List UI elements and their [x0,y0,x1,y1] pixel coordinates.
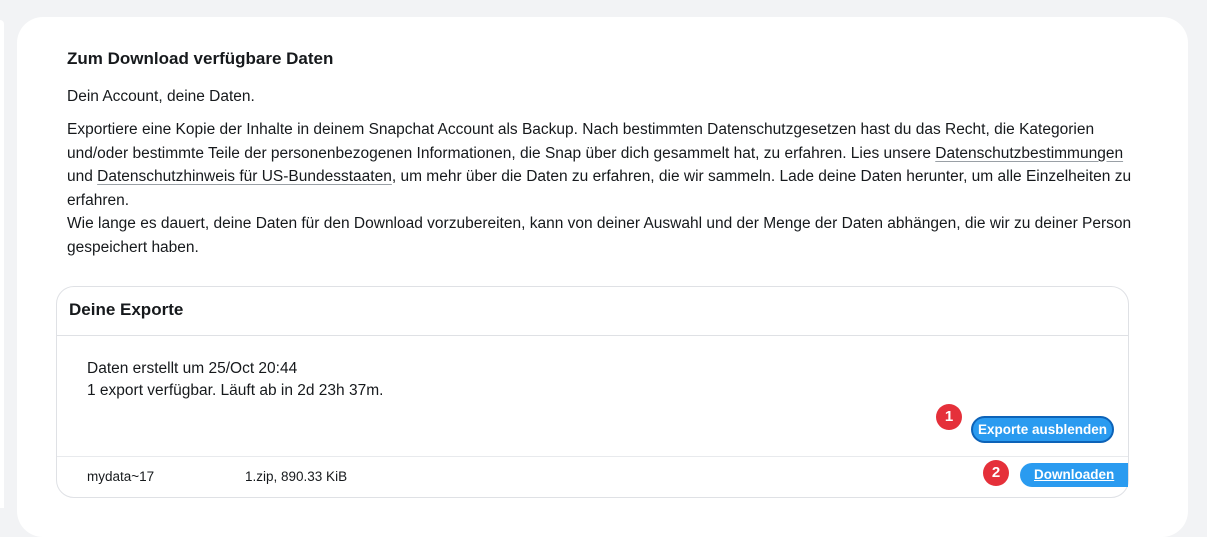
export-file-name-suffix: 1.zip, 890.33 KiB [245,469,348,484]
description-paragraph-2: Wie lange es dauert, deine Daten für den Download vorzubereiten, kann von deiner Auswahl und der Menge der Daten abhängen, die wir zu deiner Person gespeichert haben. [67,215,1132,256]
page-subtitle: Dein Account, deine Daten. [67,88,255,105]
privacy-policy-link[interactable]: Datenschutzbestimmungen [935,144,1124,162]
page-title: Zum Download verfügbare Daten [67,49,334,68]
export-availability-text: 1 export verfügbar. Läuft ab in 2d 23h 37m. [87,382,384,399]
description-text-3: , um mehr über die Daten zu erfahren, die wir sammeln. Lade deine Daten herunter, um alle Einzelheiten zu erfahren. [67,168,1132,209]
page-description [67,118,1147,259]
export-file-name-prefix: mydata~17 [87,469,155,484]
exports-title: Deine Exporte [69,300,184,319]
exports-header-divider [57,335,1128,336]
hide-exports-button[interactable]: Exporte ausblenden [971,416,1114,443]
annotation-badge-2: 2 [983,460,1009,486]
file-row-divider [57,456,1128,457]
annotation-badge-1: 1 [936,404,962,430]
download-button[interactable]: Downloaden [1020,463,1128,487]
left-panel-edge [0,20,4,508]
description-text-1: Exportiere eine Kopie der Inhalte in deinem Snapchat Account als Backup. Nach bestimmten Datenschutzgesetzen hast du das Recht, die Kategorien und/oder bestimmte Teile der personenbezogenen Informationen, die Snap über dich gesammelt hat, zu erfahren. Lies unsere [67,121,1095,162]
exports-panel [56,286,1129,498]
description-text-2: und [67,168,98,185]
us-state-privacy-notice-link[interactable]: Datenschutzhinweis für US-Bundesstaaten [97,168,392,185]
redacted-file-name-segment [161,465,243,487]
export-created-text: Daten erstellt um 25/Oct 20:44 [87,360,298,377]
